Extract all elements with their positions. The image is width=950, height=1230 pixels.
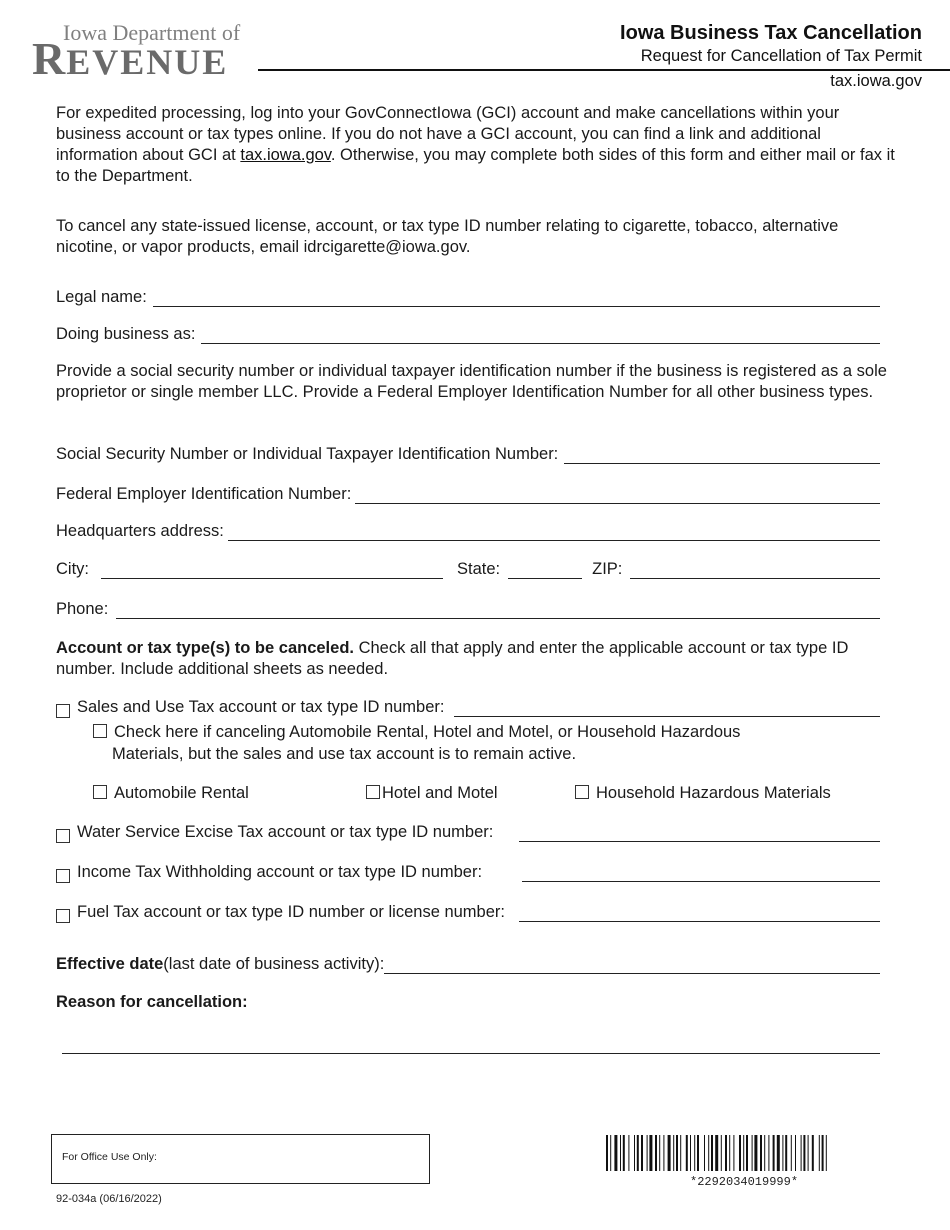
barcode-bar [743, 1135, 744, 1171]
barcode-bar [708, 1135, 709, 1171]
barcode-bar [791, 1135, 792, 1171]
legal-name-line[interactable] [153, 290, 880, 307]
barcode-bar [768, 1135, 769, 1171]
auto-rental-label: Automobile Rental [114, 784, 249, 802]
barcode-bar [773, 1135, 775, 1171]
hq-address-field[interactable] [56, 519, 880, 541]
barcode-bar [694, 1135, 695, 1171]
legal-name-field[interactable] [56, 285, 880, 307]
barcode-bar [655, 1135, 657, 1171]
accounts-heading-bold: Account or tax type(s) to be canceled. [56, 639, 354, 657]
barcode-bar [822, 1135, 824, 1171]
barcode-bar [826, 1135, 827, 1171]
effective-date-label-bold: Effective date [56, 955, 164, 973]
logo-revenue-rest: EVENUE [66, 42, 229, 82]
reason-label: Reason for cancellation: [56, 993, 248, 1011]
phone-line[interactable] [116, 602, 880, 619]
hq-address-line[interactable] [228, 524, 880, 541]
barcode-bar [782, 1135, 783, 1171]
barcode-bar [725, 1135, 727, 1171]
intro-link[interactable]: tax.iowa.gov [240, 146, 331, 164]
income-tax-checkbox[interactable] [56, 869, 70, 883]
accounts-heading [56, 638, 896, 680]
barcode-bar [754, 1135, 757, 1171]
office-use-box [51, 1134, 430, 1184]
legal-name-label: Legal name: [56, 288, 147, 306]
ssn-note: Provide a social security number or individual taxpayer identification number if the business is registered as a sole proprietor or single member LLC. Provide a Federal Employer Identification Number for all other business types. [56, 362, 887, 401]
accounts-heading-rest: Check all that apply and enter the applicable account or tax type ID number. Include additional sheets as needed. [56, 639, 849, 678]
intro-text-2: . Otherwise, you may complete both sides of this form and either mail or fax it to the Department. [56, 146, 895, 185]
barcode-text: *2292034019999* [690, 1175, 799, 1189]
barcode-bar [676, 1135, 678, 1171]
auto-rental-option [93, 782, 249, 804]
city-label: City: [56, 560, 89, 578]
barcode-bar [680, 1135, 681, 1171]
city-line[interactable] [101, 562, 443, 579]
keep-sales-account-label: Check here if canceling Automobile Rental, Hotel and Motel, or Household Hazardous [114, 723, 741, 741]
sales-tax-line[interactable] [454, 700, 880, 717]
barcode-bar [610, 1135, 611, 1171]
barcode-bar [623, 1135, 625, 1171]
dba-label: Doing business as: [56, 325, 196, 343]
reason-line[interactable] [62, 1038, 880, 1054]
barcode-bar [808, 1135, 809, 1171]
effective-date-line[interactable] [384, 957, 880, 974]
barcode-bar [637, 1135, 639, 1171]
barcode-bar [649, 1135, 652, 1171]
barcode-bar [628, 1135, 629, 1171]
logo-revenue [32, 33, 229, 84]
hazard-materials-label: Household Hazardous Materials [596, 784, 831, 802]
water-tax-label: Water Service Excise Tax account or tax type ID number: [77, 823, 494, 841]
logo-agency-name: Iowa Department of [63, 20, 241, 45]
sub-check-row-2: Materials, but the sales and use tax account is to remain active. [112, 745, 577, 763]
hq-address-label: Headquarters address: [56, 522, 224, 540]
cigarette-note: To cancel any state-issued license, account, or tax type ID number relating to cigarette, tobacco, alternative nicotine, or vapor products, email idrcigarette@iowa.gov. [56, 217, 839, 256]
effective-date-label-rest: (last date of business activity): [163, 955, 385, 973]
logo-revenue-initial: R [32, 33, 67, 84]
intro-paragraph [56, 103, 896, 187]
water-tax-checkbox[interactable] [56, 829, 70, 843]
barcode-bar [647, 1135, 648, 1171]
ssn-field[interactable] [56, 442, 880, 464]
barcode-bar [606, 1135, 608, 1171]
fein-line[interactable] [355, 487, 880, 504]
header-website[interactable]: tax.iowa.gov [830, 72, 922, 90]
hotel-motel-option [366, 782, 498, 804]
barcode-bar [668, 1135, 671, 1171]
phone-label: Phone: [56, 600, 109, 618]
ssn-label: Social Security Number or Individual Taxpayer Identification Number: [56, 445, 559, 463]
barcode-bar [812, 1135, 814, 1171]
zip-line[interactable] [630, 562, 880, 579]
barcode-bar [614, 1135, 617, 1171]
header-divider [258, 69, 950, 71]
dba-line[interactable] [201, 327, 880, 344]
state-line[interactable] [508, 562, 582, 579]
barcode-bar [795, 1135, 796, 1171]
effective-date-field[interactable] [56, 952, 880, 974]
barcode-bar [715, 1135, 718, 1171]
water-tax-line[interactable] [519, 825, 880, 842]
barcode-bar [659, 1135, 660, 1171]
zip-label: ZIP: [592, 560, 623, 578]
form-title: Iowa Business Tax Cancellation [620, 22, 922, 44]
barcode-bar [739, 1135, 741, 1171]
phone-field[interactable] [56, 597, 880, 619]
dba-field[interactable] [56, 322, 880, 344]
ssn-line[interactable] [564, 447, 880, 464]
barcode-bar [663, 1135, 664, 1171]
barcode-bar [641, 1135, 643, 1171]
barcode-bar [764, 1135, 765, 1171]
hotel-motel-checkbox[interactable] [366, 785, 380, 799]
barcode [606, 1135, 888, 1175]
barcode-bar [729, 1135, 730, 1171]
form-number: 92-034a (06/16/2022) [56, 1193, 162, 1205]
fein-label: Federal Employer Identification Number: [56, 485, 352, 503]
barcode-bar [801, 1135, 802, 1171]
barcode-bar [746, 1135, 748, 1171]
fuel-tax-row [56, 900, 880, 922]
sales-tax-row [56, 695, 880, 717]
barcode-bar [760, 1135, 762, 1171]
barcode-bar [673, 1135, 674, 1171]
barcode-bar [697, 1135, 699, 1171]
city-state-zip-row [56, 557, 880, 579]
keep-sales-account-checkbox[interactable] [93, 724, 107, 738]
sales-tax-label: Sales and Use Tax account or tax type ID number: [77, 698, 445, 716]
barcode-bar [752, 1135, 753, 1171]
barcode-bar [777, 1135, 780, 1171]
barcode-bar [686, 1135, 688, 1171]
fuel-tax-checkbox[interactable] [56, 909, 70, 923]
fein-field[interactable] [56, 482, 880, 504]
barcode-bar [711, 1135, 713, 1171]
barcode-bar [690, 1135, 691, 1171]
barcode-bar [733, 1135, 734, 1171]
barcode-bar [819, 1135, 820, 1171]
fuel-tax-line[interactable] [519, 905, 880, 922]
income-tax-label: Income Tax Withholding account or tax type ID number: [77, 863, 483, 881]
barcode-bar [620, 1135, 621, 1171]
water-tax-row [56, 820, 880, 842]
barcode-bar [803, 1135, 805, 1171]
barcode-bar [634, 1135, 635, 1171]
fuel-tax-label: Fuel Tax account or tax type ID number or license number: [77, 903, 505, 921]
barcode-bar [785, 1135, 787, 1171]
hazard-materials-option [575, 782, 831, 804]
barcode-bar [721, 1135, 722, 1171]
sub-check-row [93, 721, 740, 743]
state-label: State: [457, 560, 501, 578]
office-use-label: For Office Use Only: [62, 1151, 157, 1163]
sales-tax-checkbox[interactable] [56, 704, 70, 718]
hazard-materials-checkbox[interactable] [575, 785, 589, 799]
form-subtitle: Request for Cancellation of Tax Permit [640, 47, 922, 65]
barcode-bar [704, 1135, 705, 1171]
intro-text-1: For expedited processing, log into your GovConnectIowa (GCI) account and make cancellations within your business account or tax types online. If you do not have a GCI account, you can find a link and additional information about GCI at [56, 104, 840, 164]
income-tax-row [56, 860, 880, 882]
income-tax-line[interactable] [522, 865, 880, 882]
hotel-motel-label: Hotel and Motel [382, 784, 498, 802]
auto-rental-checkbox[interactable] [93, 785, 107, 799]
